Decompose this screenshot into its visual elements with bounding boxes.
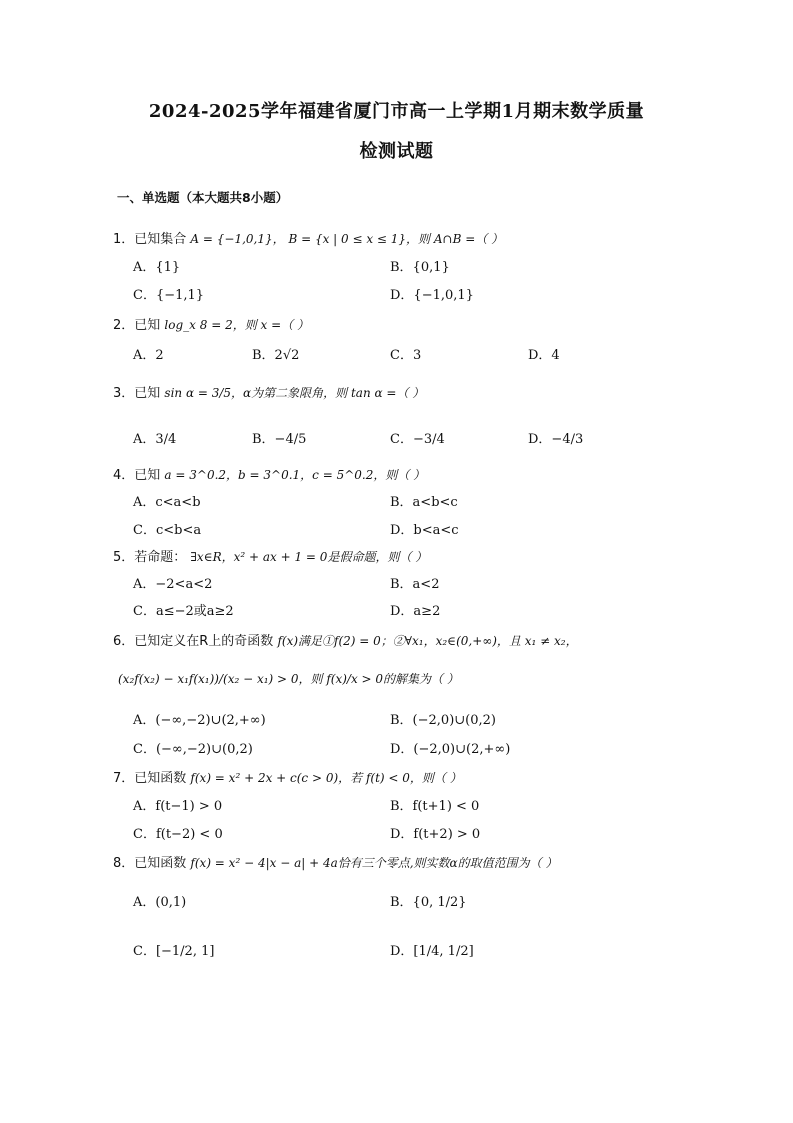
question-8-stem: 8．已知函数: [113, 856, 187, 871]
question-4-stem: 4．已知: [113, 468, 161, 483]
q4-option-d: D．b<a<c: [390, 523, 459, 538]
question-5-math: ∃x∈R，x² + ax + 1 = 0是假命题，则（ ）: [190, 550, 428, 564]
q7-option-d: D．f(t+2) > 0: [390, 827, 481, 842]
q3-option-d: D．−4/3: [528, 432, 584, 447]
q6-option-a: A．(−∞,−2)∪(2,+∞): [133, 713, 266, 728]
question-7-math: f(x) = x² + 2x + c(c > 0)，若 f(t) < 0，则（ ）: [190, 771, 462, 785]
q6-option-d: D．(−2,0)∪(2,+∞): [390, 742, 511, 757]
question-1-stem: 1．已知集合: [113, 232, 187, 247]
q6-option-c: C．(−∞,−2)∪(0,2): [133, 742, 253, 757]
q1-option-a: A．{1}: [133, 260, 181, 275]
q3-option-c: C．−3/4: [390, 432, 445, 447]
q8-option-c: C．[−1/2, 1]: [133, 944, 215, 959]
question-4-math: a = 3^0.2，b = 3^0.1，c = 5^0.2，则（ ）: [164, 468, 426, 482]
section-heading: 一、单选题（本大题共8小题）: [117, 190, 289, 205]
q5-option-d: D．a≥2: [390, 604, 441, 619]
q3-option-b: B．−4/5: [252, 432, 307, 447]
question-2-stem: 2．已知: [113, 318, 161, 333]
q4-option-a: A．c<a<b: [133, 495, 201, 510]
question-2: [113, 314, 309, 333]
q4-option-b: B．a<b<c: [390, 495, 458, 510]
question-3: [113, 382, 424, 401]
q2-option-a: A．2: [133, 348, 164, 363]
question-6-math: f(x)满足①f(2) = 0；②∀x₁，x₂∈(0,+∞)，且 x₁ ≠ x₂，: [277, 634, 578, 648]
question-6-line2: [118, 670, 459, 687]
question-6-condition: (x₂f(x₂) − x₁f(x₁))/(x₂ − x₁) > 0，则 f(x)/x > 0的解集为（ ）: [118, 672, 459, 686]
q2-option-d: D．4: [528, 348, 560, 363]
q1-option-b: B．{0,1}: [390, 260, 450, 275]
page-subtitle: 检测试题: [359, 141, 434, 162]
question-1-math: A = {−1,0,1}， B = {x | 0 ≤ x ≤ 1}，则 A∩B =（ ）: [190, 232, 504, 246]
q5-option-a: A．−2<a<2: [133, 577, 213, 592]
question-7-stem: 7．已知函数: [113, 771, 187, 786]
q8-option-b: B．{0, 1/2}: [390, 895, 467, 910]
page-title: 2024-2025学年福建省厦门市高一上学期1月期末数学质量: [148, 101, 645, 122]
question-4: [113, 464, 425, 483]
q6-option-b: B．(−2,0)∪(0,2): [390, 713, 496, 728]
q7-option-c: C．f(t−2) < 0: [133, 827, 223, 842]
question-2-math: log_x 8 = 2，则 x =（ ）: [164, 318, 309, 332]
q4-option-c: C．c<b<a: [133, 523, 202, 538]
q7-option-a: A．f(t−1) > 0: [133, 799, 223, 814]
q7-option-b: B．f(t+1) < 0: [390, 799, 480, 814]
question-5-stem: 5．若命题：: [113, 550, 187, 565]
question-5: [113, 546, 427, 565]
question-1: [113, 228, 503, 247]
q5-option-b: B．a<2: [390, 577, 440, 592]
q2-option-c: C．3: [390, 348, 422, 363]
question-3-math: sin α = 3/5，α为第二象限角，则 tan α =（ ）: [164, 386, 425, 400]
question-6-stem: 6．已知定义在R上的奇函数: [113, 634, 274, 649]
question-7: [113, 767, 462, 786]
q2-option-b: B．2√2: [252, 348, 300, 363]
q1-option-d: D．{−1,0,1}: [390, 288, 474, 303]
question-8-math: f(x) = x² − 4|x − a| + 4a恰有三个零点,则实数α的取值范围为（ ）: [190, 856, 558, 870]
question-6: [113, 630, 578, 649]
question-8: [113, 852, 557, 871]
q1-option-c: C．{−1,1}: [133, 288, 205, 303]
question-3-stem: 3．已知: [113, 386, 161, 401]
q5-option-c: C．a≤−2或a≥2: [133, 604, 234, 619]
q3-option-a: A．3/4: [133, 432, 177, 447]
q8-option-a: A．(0,1): [133, 895, 187, 910]
q8-option-d: D．[1/4, 1/2]: [390, 944, 474, 959]
